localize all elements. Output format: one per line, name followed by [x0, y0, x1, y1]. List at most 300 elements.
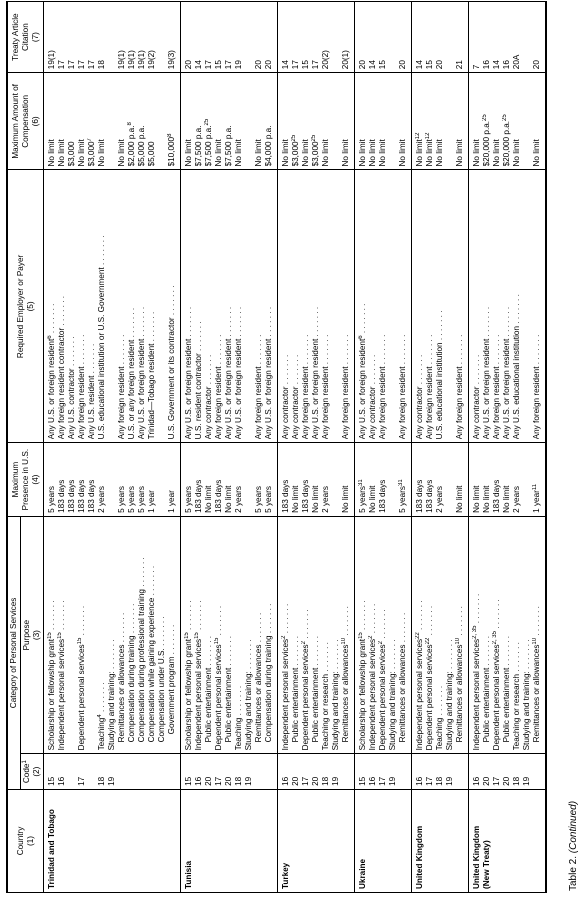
employer-value-leader: . . . . . . .: [87, 343, 96, 376]
purpose-text: Compensation while gaining experience . . . . . . .: [147, 565, 156, 743]
employer-value: Any contractor . . . . . . .: [472, 354, 481, 440]
purpose-text-leader: . . . . . . .: [254, 612, 263, 645]
compensation-value: No limit: [358, 139, 367, 167]
treaty-value: 20(2): [321, 50, 330, 70]
code-value: 15: [184, 776, 193, 786]
employer-value: Any foreign resident . . . . . . .: [455, 334, 464, 440]
employer-value-leader: . . . . . . .: [532, 334, 541, 367]
compensation-value: No limit: [47, 139, 56, 167]
treaty-cell: [278, 2, 355, 73]
treaty-value: 19(1): [127, 50, 136, 70]
compensation-cell: [44, 73, 181, 170]
treaty-value: [522, 5, 532, 69]
purpose-text-leader: . . . . . . .: [532, 606, 541, 638]
employer-cell: [181, 170, 278, 443]
purpose-cell: [44, 516, 181, 754]
code-value: 17: [214, 776, 223, 786]
purpose-text-leader: . . . . . . .: [472, 593, 481, 626]
presence-value: 183 days: [67, 479, 76, 513]
presence-value: 5 years: [254, 486, 263, 513]
code-value: 16: [415, 776, 424, 786]
purpose-text-footnote: 2: [378, 641, 384, 645]
purpose-text-footnote: 15: [184, 632, 190, 639]
presence-cell: [355, 443, 412, 517]
treaty-value: 15: [425, 60, 434, 70]
employer-value: [244, 173, 254, 439]
purpose-text-leader: . . . . . . .: [214, 605, 223, 638]
treaty-value: 14: [492, 60, 501, 70]
compensation-value: No limit: [368, 139, 377, 167]
country-name: Turkey: [281, 862, 290, 889]
country-name: United Kingdom: [472, 825, 481, 889]
compensation-value: [388, 76, 398, 166]
employer-value-leader: . . . . . . .: [321, 334, 330, 367]
purpose-text-footnote: 10: [532, 637, 538, 645]
employer-value-leader: . . . . . . .: [435, 310, 444, 343]
code-cell: [181, 754, 278, 789]
treaty-value: [244, 5, 254, 69]
code-value: [117, 757, 127, 785]
employer-value-leader: . . . . . . .: [415, 354, 424, 387]
compensation-value: $7,500 p.a.: [224, 125, 233, 167]
purpose-text: Scholarship or fellowship grant$^{15}$ . . . . . . .: [184, 600, 193, 751]
purpose-text-leader: . . . . . . .: [147, 565, 156, 598]
purpose-text: Independent personal services$^2$ . . . . . . .: [368, 603, 377, 751]
presence-value: 5 years: [127, 486, 136, 513]
employer-value-leader: . . . . . . .: [341, 334, 350, 367]
compensation-value-footnote: 25: [204, 118, 210, 126]
compensation-value: No limit: [214, 139, 223, 167]
presence-value: 183 days: [194, 479, 203, 513]
purpose-cell: [355, 516, 412, 754]
compensation-value: $10,000$^8$: [167, 133, 176, 167]
employer-value-leader: . . . . . . .: [425, 334, 434, 367]
treaty-value: 17: [204, 60, 213, 70]
code-cell: [469, 754, 547, 789]
presence-value: 1 year: [147, 490, 156, 513]
purpose-text-footnote: 22: [425, 637, 431, 645]
code-cell: [412, 754, 469, 789]
compensation-value: $20,000 p.a.$^{25}$: [502, 114, 511, 167]
purpose-text: Independent personal services$^2$ . . . . . . .: [281, 603, 290, 751]
purpose-text-footnote: 15: [194, 632, 200, 639]
code-value: 19: [388, 776, 397, 786]
compensation-value-footnote: 8: [127, 122, 133, 126]
compensation-value: No limit$^{12}$: [425, 132, 434, 167]
employer-value-leader: . . . . . . .: [254, 334, 263, 367]
code-value: [254, 757, 264, 785]
purpose-text-leader: . . . . . . .: [167, 624, 176, 657]
purpose-text-leader: . . . . . . .: [368, 603, 377, 636]
code-value: 17: [77, 776, 86, 786]
treaty-cell: [181, 2, 278, 73]
treaty-value: 20: [398, 60, 407, 70]
employer-cell: [412, 170, 469, 443]
employer-cell: [355, 170, 412, 443]
presence-value: [244, 446, 254, 513]
purpose-text: Studying and training: . . . . . . .: [107, 639, 116, 751]
employer-value: Any foreign resident . . . . . . .: [492, 334, 501, 440]
code-value: 18: [321, 776, 330, 786]
code-value: 20: [502, 776, 511, 786]
purpose-text-leader: . . . . . . .: [445, 639, 454, 672]
purpose-text-leader: . . . . . . .: [204, 635, 213, 668]
presence-value: [107, 446, 117, 513]
purpose-text: Dependent personal services$^2$ . . . . . . .: [378, 609, 387, 751]
presence-value-footnote: 31: [358, 479, 364, 487]
table-row: [469, 2, 547, 893]
treaty-value: [107, 5, 117, 69]
presence-value: 5 years: [184, 486, 193, 513]
code-value: 16: [194, 776, 203, 786]
code-cell: [44, 754, 181, 789]
employer-value: [445, 173, 455, 439]
code-value: 19: [244, 776, 253, 786]
caption-note: (Continued): [568, 800, 579, 854]
code-value: 17: [425, 776, 434, 786]
compensation-value: [522, 76, 532, 166]
compensation-cell: [412, 73, 469, 170]
purpose-text: Scholarship or fellowship grant$^{15}$ . . . . . . .: [358, 600, 367, 751]
purpose-text-footnote: 22: [415, 632, 421, 639]
purpose-text: Studying and training: . . . . . . .: [388, 639, 397, 751]
purpose-text: Studying and training: . . . . . . .: [244, 639, 253, 751]
country-name: Ukraine: [358, 858, 367, 889]
purpose-text: Independent personal services$^{15}$ . . . . . . .: [194, 600, 203, 751]
compensation-value: $3,000$^{25}$: [311, 134, 320, 167]
code-value: [167, 757, 177, 785]
compensation-value-footnote: 25: [502, 114, 508, 121]
employer-value-leader: . . . . . . .: [77, 334, 86, 367]
presence-value: 5 years$^{31}$: [398, 479, 407, 513]
compensation-value: $3,000: [67, 141, 76, 167]
purpose-text: Compensation under U.S. . . . . . . .: [157, 616, 166, 743]
treaty-value: 17: [311, 60, 320, 70]
purpose-text-leader: . . . . . . .: [244, 639, 253, 672]
employer-value: [107, 173, 117, 439]
presence-cell: [469, 443, 547, 517]
treaty-value: 20: [358, 60, 367, 70]
code-value: 17: [378, 776, 387, 786]
country-cell: [469, 789, 547, 892]
purpose-text-leader: . . . . . . .: [512, 642, 521, 674]
treaty-value: 20: [184, 60, 193, 70]
presence-value: 1 year$^{11}$: [532, 483, 541, 513]
employer-value: Any foreign resident . . . . . . .: [425, 334, 434, 440]
purpose-text: Independent personal services$^{2, 35}$ . . . . . . .: [472, 593, 481, 751]
purpose-text: Independent personal services$^{22}$ . . . . . . .: [415, 600, 424, 751]
employer-value: Any foreign resident . . . . . . .: [77, 334, 86, 440]
employer-value: U.S. educational institution or U.S. Government . . . . . . .: [97, 235, 106, 440]
compensation-value: No limit: [57, 139, 66, 167]
employer-value-leader: . . . . . . .: [264, 306, 273, 339]
purpose-text: [87, 520, 97, 751]
code-value: 18: [435, 776, 444, 786]
compensation-value: [331, 76, 341, 166]
purpose-text-leader: . . . . . . .: [234, 685, 243, 718]
employer-value-leader: . . . . . . .: [378, 334, 387, 367]
purpose-text-leader: . . . . . . .: [57, 600, 66, 633]
code-value: 15: [358, 776, 367, 786]
presence-value: No limit: [204, 485, 213, 513]
code-value: 20: [224, 776, 233, 786]
purpose-text-leader: . . . . . . .: [321, 642, 330, 674]
presence-value: No limit: [368, 485, 377, 513]
compensation-value: No limit: [435, 139, 444, 167]
purpose-text: Remittances or allowances$^{10}$ . . . . . . .: [455, 606, 464, 743]
treaty-value: 20(1): [341, 50, 350, 70]
presence-value: 183 days: [281, 479, 290, 513]
presence-value: 183 days: [415, 479, 424, 513]
code-value: [147, 757, 157, 785]
employer-value: Any U.S. or foreign resident$^6$ . . . . . . .: [358, 303, 367, 440]
purpose-text: Public entertainment . . . . . . .: [502, 635, 511, 743]
compensation-value: No limit: [281, 139, 290, 167]
employer-value: U.S. resident contractor . . . . . . .: [194, 321, 203, 440]
purpose-text-leader: . . . . . . .: [264, 603, 273, 636]
treaty-value: 17: [57, 60, 66, 70]
compensation-value-footnote: 8: [167, 133, 173, 137]
compensation-value: No limit: [341, 139, 350, 167]
employer-value-leader: . . . . . . .: [502, 306, 511, 339]
purpose-text-footnote: 4: [97, 714, 103, 718]
purpose-text-leader: . . . . . . .: [137, 557, 146, 590]
treaty-value: 19(1): [137, 50, 146, 70]
compensation-value: [107, 76, 117, 166]
compensation-value: $5,000 p.a.: [137, 125, 146, 167]
country-cell: [355, 789, 412, 892]
code-value: 18: [512, 776, 521, 786]
code-value: 16: [472, 776, 481, 786]
employer-value-footnote: 6: [47, 335, 53, 339]
employer-value: Any contractor . . . . . . .: [291, 354, 300, 440]
employer-value: Any foreign resident . . . . . . .: [398, 334, 407, 440]
code-cell: [278, 754, 355, 789]
presence-value: [522, 446, 532, 513]
purpose-text-leader: . . . . . . .: [107, 639, 116, 672]
employer-value-leader: . . . . . . .: [194, 321, 203, 354]
purpose-text: Teaching or research . . . . . . .: [512, 642, 521, 751]
purpose-text: Dependent personal services$^{2, 35}$ . . . . . . .: [492, 599, 501, 751]
purpose-text: Independent personal services$^{15}$ . . . . . . .: [57, 600, 66, 751]
employer-value: [388, 173, 398, 439]
presence-value: No limit: [472, 485, 481, 513]
employer-value: Any foreign resident contractor . . . . . . .: [57, 295, 66, 440]
employer-value-leader: . . . . . . .: [398, 334, 407, 367]
purpose-text-footnote: 15: [358, 632, 364, 639]
code-value: 20: [311, 776, 320, 786]
header-category-group: Category of Personal Services: [7, 516, 21, 789]
employer-value: [331, 173, 341, 439]
purpose-text-footnote: 2, 35: [492, 631, 498, 645]
purpose-text-footnote: 15: [47, 632, 53, 639]
compensation-cell: [278, 73, 355, 170]
code-value: 15: [47, 776, 56, 786]
presence-value: 183 days: [87, 479, 96, 513]
purpose-text-footnote: 2: [301, 641, 307, 645]
treaty-value: 15: [214, 60, 223, 70]
code-value: [157, 757, 167, 785]
treaty-value: 17: [67, 60, 76, 70]
employer-value: Any foreign resident . . . . . . .: [117, 334, 126, 440]
employer-value-leader: . . . . . . .: [291, 354, 300, 387]
compensation-value: $5,000: [147, 141, 156, 167]
compensation-cell: [355, 73, 412, 170]
employer-value: Trinidad—Tobago resident . . . . . . .: [147, 311, 156, 440]
treaty-value: 19(2): [147, 50, 156, 70]
code-cell: [355, 754, 412, 789]
presence-value-footnote: 31: [398, 479, 404, 487]
presence-value: 5 years: [117, 486, 126, 513]
employer-value-leader: . . . . . . .: [311, 306, 320, 339]
employer-value-leader: . . . . . . .: [301, 334, 310, 367]
purpose-text: Compensation during professional training . . . . . . .: [137, 557, 146, 743]
presence-value: No limit: [311, 485, 320, 513]
header-treaty-article: Treaty Article Citation (7): [7, 2, 44, 73]
code-value: [455, 757, 465, 785]
purpose-text: Remittances or allowances . . . . . . .: [254, 612, 263, 743]
compensation-value: No limit: [184, 139, 193, 167]
employer-value-leader: . . . . . . .: [472, 354, 481, 387]
compensation-value: No limit: [512, 139, 521, 167]
presence-value: 2 years: [97, 486, 106, 513]
compensation-value: No limit: [117, 139, 126, 167]
purpose-text-leader: . . . . . . .: [435, 685, 444, 718]
treaty-value: 14: [368, 60, 377, 70]
compensation-value: No limit: [398, 139, 407, 167]
presence-value: [331, 446, 341, 513]
treaty-value: 15: [301, 60, 310, 70]
code-value: [137, 757, 147, 785]
presence-value: 2 years: [435, 486, 444, 513]
compensation-value: No limit: [321, 139, 330, 167]
employer-value-leader: . . . . . . .: [97, 235, 106, 268]
employer-value-footnote: 6: [358, 335, 364, 339]
country-name-note: (New Treaty): [482, 840, 491, 889]
treaty-value: 17: [224, 60, 233, 70]
compensation-value: [445, 76, 455, 166]
purpose-text-leader: . . . . . . .: [398, 612, 407, 645]
presence-value: [445, 446, 455, 513]
presence-value: 2 years: [234, 486, 243, 513]
employer-value-leader: . . . . . . .: [358, 303, 367, 336]
treaty-value: 20: [264, 60, 273, 70]
purpose-text: Compensation during training . . . . . . .: [127, 603, 136, 743]
country-cell: [278, 789, 355, 892]
employer-value: Any U.S. or foreign resident . . . . . . .: [234, 306, 243, 440]
presence-value: 5 years$^{31}$: [358, 479, 367, 513]
country-cell: [44, 789, 181, 892]
purpose-text-footnote: 15: [77, 637, 83, 645]
header-country: Country (1): [7, 789, 44, 892]
compensation-value: No limit: [97, 139, 106, 167]
employer-value: Any contractor . . . . . . .: [415, 354, 424, 440]
presence-value: No limit: [291, 485, 300, 513]
treaty-value: 17: [77, 60, 86, 70]
employer-value: U.S. Government or its contractor . . . . . . .: [167, 285, 176, 440]
treaty-value: 16: [482, 60, 491, 70]
employer-value: Any U.S. contractor . . . . . . .: [67, 336, 76, 440]
code-value: 19: [445, 776, 454, 786]
employer-value: Any contractor . . . . . . .: [281, 354, 290, 440]
purpose-text: Public entertainment . . . . . . .: [224, 635, 233, 743]
country-name: Trinidad and Tobago: [47, 809, 56, 889]
presence-value: [388, 446, 398, 513]
compensation-value: No limit$^{12}$: [415, 132, 424, 167]
treaty-value: [331, 5, 341, 69]
purpose-text-footnote: 15: [214, 637, 220, 645]
purpose-text: Remittances or allowances . . . . . . .: [117, 612, 126, 743]
employer-value: Any U.S. or foreign resident . . . . . . .: [502, 306, 511, 440]
compensation-value: No limit: [492, 139, 501, 167]
code-value: 16: [368, 776, 377, 786]
purpose-text: Studying and training: . . . . . . .: [522, 639, 531, 751]
compensation-value-footnote: 25: [311, 134, 317, 142]
purpose-text: Teaching . . . . . . .: [234, 685, 243, 751]
compensation-value: $7,500 p.a.: [194, 125, 203, 167]
purpose-text: [67, 520, 77, 751]
employer-value-leader: . . . . . . .: [127, 307, 136, 340]
purpose-text-leader: . . . . . . .: [301, 609, 310, 642]
presence-cell: [44, 443, 181, 517]
code-value: 20: [482, 776, 491, 786]
purpose-text: Teaching . . . . . . .: [435, 685, 444, 751]
employer-value: Any U.S. or foreign resident . . . . . . .: [264, 306, 273, 440]
compensation-value-footnote: 7: [87, 138, 93, 142]
employer-value-leader: . . . . . . .: [281, 354, 290, 387]
employer-value: Any foreign resident . . . . . . .: [321, 334, 330, 440]
compensation-value: No limit: [234, 139, 243, 167]
code-value: 16: [281, 776, 290, 786]
purpose-text-footnote: 10: [455, 637, 461, 645]
employer-value-leader: . . . . . . .: [57, 295, 66, 328]
employer-value: Any foreign resident . . . . . . .: [301, 334, 310, 440]
employer-value-leader: . . . . . . .: [512, 294, 521, 326]
presence-value: [157, 446, 167, 513]
purpose-text-leader: . . . . . . .: [425, 605, 434, 638]
compensation-value: No limit: [77, 139, 86, 167]
purpose-text-leader: . . . . . . .: [157, 616, 166, 649]
compensation-value: [244, 76, 254, 166]
purpose-text: Public entertainment . . . . . . .: [204, 635, 213, 743]
purpose-text-leader: . . . . . . .: [184, 600, 193, 633]
employer-value: Any contractor . . . . . . .: [368, 354, 377, 440]
compensation-value: No limit: [455, 139, 464, 167]
presence-value: 2 years: [512, 486, 521, 513]
caption-label: Table 2.: [568, 855, 579, 891]
table-row: [412, 2, 469, 893]
treaty-value: 14: [194, 60, 203, 70]
purpose-text: Dependent personal services$^{22}$ . . . . . . .: [425, 605, 434, 751]
compensation-value: $7,500 p.a.$^{25}$: [204, 118, 213, 167]
compensation-value: No limit: [378, 139, 387, 167]
purpose-text: Remittances or allowances$^{10}$ . . . . . . .: [532, 606, 541, 743]
compensation-value: $2,000 p.a.$^8$: [127, 122, 136, 167]
code-value: 18: [234, 776, 243, 786]
employer-value-leader: . . . . . . .: [482, 306, 491, 339]
purpose-text-leader: . . . . . . .: [311, 635, 320, 668]
treaty-value: 20: [254, 60, 263, 70]
treaty-cell: [355, 2, 412, 73]
table-body: [44, 2, 547, 893]
country-name: United Kingdom: [415, 825, 424, 889]
purpose-text-leader: . . . . . . .: [502, 635, 511, 668]
presence-value: No limit: [341, 485, 350, 513]
employer-value: Any contractor . . . . . . .: [204, 354, 213, 440]
compensation-cell: [469, 73, 547, 170]
table-row: [44, 2, 181, 893]
employer-value-leader: . . . . . . .: [137, 306, 146, 339]
